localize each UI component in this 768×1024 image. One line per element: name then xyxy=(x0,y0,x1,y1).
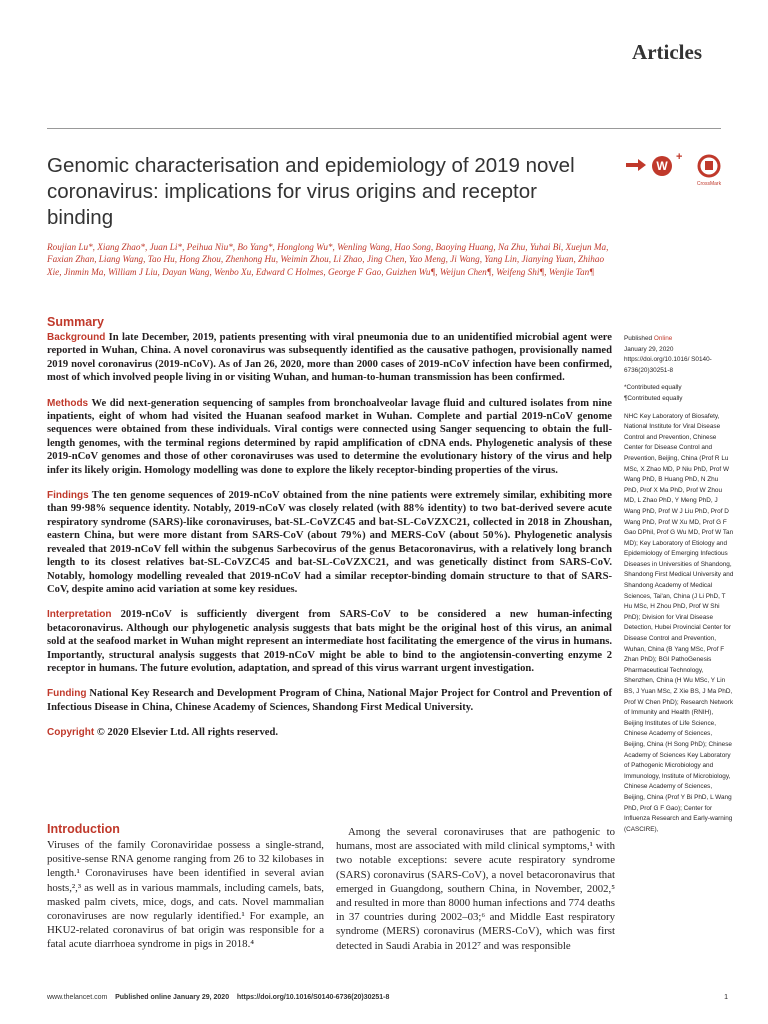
page-number: 1 xyxy=(724,994,728,1001)
abstract-copyright xyxy=(47,726,612,739)
crossmark-icon xyxy=(697,156,722,187)
published-info xyxy=(624,334,734,376)
abstract-label: Methods xyxy=(47,397,89,409)
top-rule xyxy=(47,128,721,129)
abstract-interpretation xyxy=(47,608,612,675)
abstract-label: Copyright xyxy=(47,727,95,739)
published-date: January 29, 2020 xyxy=(624,345,674,353)
footer xyxy=(47,994,389,1001)
abstract-text: 2019-nCoV is sufficiently divergent from SARS-CoV to be considered a new human-infecting betacoronavirus. Although our phylogenetic analysis suggests that bats might be the original host of this virus, an animal sold at the seafood market in Wuhan might represent an intermediate host facilitating the emergence of the virus in humans. Importantly, structural analysis suggests that 2019-nCoV might be able to bind to the angiotensin-converting enzyme 2 receptor in humans. The future evolution, adaptation, and spread of this virus warrant urgent investigation. xyxy=(47,609,612,674)
abstract-label: Interpretation xyxy=(47,609,112,621)
doi-link[interactable]: https://doi.org/10.1016/ S0140-6736(20)30251-8 xyxy=(624,356,712,374)
introduction-column-1: Viruses of the family Coronaviridae possess a single-strand, positive-sense RNA genome ranging from 26 to 32 kilobases in length.¹ Coronaviruses have been identified in several avian hosts,²,³ as well as in various mammals, including camels, bats, masked palm civets, mice, dogs, and cats. Novel mammalian coronaviruses are now regularly identified.¹ For example, an HKU2-related coronavirus of bat origin was responsible for a fatal acute diarrhoea syndrome in pigs in 2018.⁴ xyxy=(47,839,324,951)
svg-text:+: + xyxy=(676,153,683,163)
author-list: Roujian Lu*, Xiang Zhao*, Juan Li*, Peihua Niu*, Bo Yang*, Honglong Wu*, Wenling Wang, Hao Song, Baoying Huang, Na Zhu, Yuhai Bi, Xuejun Ma, Faxian Zhan, Liang Wang, Tao Hu, Hong Zhou, Zhenhong Hu, Weimin Zhou, Li Zhao, Jing Chen, Yao Meng, Ji Wang, Yang Lin, Jianying Yuan, Zhihao Xie, Jinmin Ma, William J Liu, Dayan Wang, Wenbo Xu, Edward C Holmes, George F Gao, Guizhen Wu¶, Weijun Chen¶, Weifeng Shi¶, Wenjie Tan¶ xyxy=(47,242,609,277)
introduction-heading: Introduction xyxy=(47,822,120,836)
crossmark-label: CrossMark xyxy=(696,181,722,187)
summary-heading: Summary xyxy=(47,315,104,329)
footer-doi[interactable]: https://doi.org/10.1016/S0140-6736(20)30251-8 xyxy=(236,994,390,1001)
crossmark-icons[interactable] xyxy=(624,153,729,189)
abstract-text: The ten genome sequences of 2019-nCoV obtained from the nine patients were extremely similar, exhibiting more than 99·98% sequence identity. Notably, 2019-nCoV was closely related (with 88% identity) to two bat-derived severe acute respiratory syndrome (SARS)-like coronaviruses, bat-SL-CoVZC45 and bat-SL-CoVZXC21, collected in 2018 in Zhoushan, eastern China, but were more distant from SARS-CoV (about 79%) and MERS-CoV (about 50%). Phylogenetic analysis revealed that 2019-nCoV fell within the subgenus Sarbecovirus of the genus Betacoronavirus, with a relatively long branch length to its closest relatives bat-SL-CoVZC45 and bat-SL-CoVZXC21, and was genetically distinct from SARS-CoV. Notably, homology modelling revealed that 2019-nCoV had a similar receptor-binding domain structure to that of SARS-CoV, despite amino acid variation at some key residues. xyxy=(47,490,612,595)
svg-text:W: W xyxy=(656,159,668,173)
note-pilcrow: ¶Contributed equally xyxy=(624,394,683,402)
published-online-link[interactable]: Online xyxy=(653,335,673,342)
introduction-column-2: Among the several coronaviruses that are pathogenic to humans, most are associated with mild clinical symptoms,¹ with two notable exceptions: severe acute respiratory syndrome (SARS) coronavirus (SARS-CoV), a novel betacoronavirus that emerged in Guangdong, southern China, in November, 2002,⁵ and resulted in more than 8000 human infections and 774 deaths in 37 countries during 2002–03;⁶ and Middle East respiratory syndrome (MERS) coronavirus (MERS-CoV), which was first detected in Saudi Arabia in 2012⁷ and was responsible xyxy=(336,826,615,952)
abstract-label: Funding xyxy=(47,688,87,700)
footer-published: Published online January 29, 2020 xyxy=(115,994,230,1001)
abstract-text: © 2020 Elsevier Ltd. All rights reserved. xyxy=(94,727,278,739)
arrow-icon xyxy=(626,159,646,171)
affiliations: NHC Key Laboratory of Biosafety, National Institute for Viral Disease Control and Prevention, Chinese Center for Disease Control and Prevention, Beijing, China (Prof R Lu MSc, X Zhao MD, P Niu PhD, Prof W Wang PhD, B Huang PhD, N Zhu PhD, Prof X Ma PhD, Prof W Zhou MD, L Zhao PhD, Y Meng PhD, J Wang PhD, Prof W J Liu PhD, Prof D Wang PhD, Prof W Xu MD, Prof G F Gao DPhil, Prof G Wu MD, Prof W Tan MD); Key Laboratory of Etiology and Epidemiology of Emerging Infectious Diseases in Universities of Shandong, Shandong First Medical University and Shandong Academy of Medical Sciences, Tai'an, China (J Li PhD, T Hu MSc, H Zhou PhD, Prof W Shi PhD); Division for Viral Disease Detection, Hubei Provincial Center for Disease Control and Prevention, Wuhan, China (B Yang MSc, Prof F Zhan PhD); BGI PathoGenesis Pharmaceutical Technology, Shenzhen, China (H Wu MSc, Y Lin BS, J Yuan MSc, Z Xie BS, J Ma PhD, Prof W Chen PhD); Research Network of Immunity and Health (RNIH), Beijing Institutes of Life Science, Chinese Academy of Sciences, Beijing, China (H Song PhD); Chinese Academy of Sciences Key Laboratory of Pathogenic Microbiology and Immunology, Institute of Microbiology, Chinese Academy of Sciences, Beijing, China (Prof Y Bi PhD, L Wang PhD, Prof G F Gao); Center for Influenza Research and Early-warning (CASCIRE), xyxy=(624,412,734,833)
abstract-findings xyxy=(47,489,612,596)
abstract-text: We did next-generation sequencing of samples from bronchoalveolar lavage fluid and cultured isolates from nine inpatients, eight of whom had visited the Huanan seafood market in Wuhan. Complete and partial 2019-nCoV genome sequences were obtained from these individuals. Viral contigs were connected using Sanger sequencing to obtain the full-length genomes, with the terminal regions determined by rapid amplification of cDNA ends. Phylogenetic analysis of these 2019-nCoV genomes and those of other coronaviruses was used to determine the evolutionary history of the virus and help infer its likely origin. Homology modelling was done to explore the likely receptor-binding properties of the virus. xyxy=(47,397,612,476)
footer-site[interactable]: www.thelancet.com xyxy=(47,994,108,1001)
note-asterisk: *Contributed equally xyxy=(624,384,682,392)
abstract-label: Findings xyxy=(47,490,89,502)
abstract-methods xyxy=(47,397,612,477)
abstract xyxy=(47,331,612,752)
section-label: Articles xyxy=(632,40,702,64)
equal-contribution-notes xyxy=(624,383,734,404)
abstract-label: Background xyxy=(47,332,106,343)
sidebar xyxy=(624,334,734,842)
abstract-funding xyxy=(47,687,612,714)
abstract-text: National Key Research and Development Program of China, National Major Project for Control and Prevention of Infectious Disease in China, Chinese Academy of Sciences, Shandong First Medical University. xyxy=(47,688,612,713)
web-icon xyxy=(652,153,682,176)
published-label: Published xyxy=(624,335,654,342)
article-title: Genomic characterisation and epidemiology of 2019 novel coronavirus: implications for virus origins and receptor binding xyxy=(47,154,575,229)
abstract-text: In late December, 2019, patients presenting with viral pneumonia due to an unidentified microbial agent were reported in Wuhan, China. A novel coronavirus was subsequently identified as the causative pathogen, provisionally named 2019 novel coronavirus (2019-nCoV). As of Jan 26, 2020, more than 2000 cases of 2019-nCoV infection have been confirmed, most of which involved people living in or visiting Wuhan, and human-to-human transmission has been confirmed. xyxy=(47,332,612,384)
abstract-background xyxy=(47,331,612,385)
